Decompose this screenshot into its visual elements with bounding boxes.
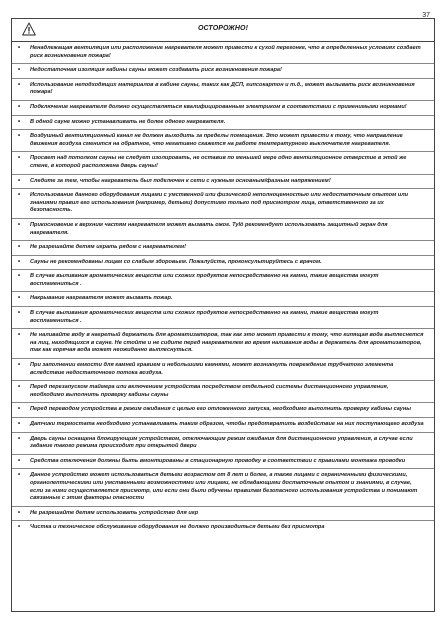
bullet-icon: • — [18, 310, 21, 317]
bullet-icon: • — [18, 45, 21, 51]
warning-item — [12, 241, 434, 256]
warning-item-text: Просвет над потолком сауны не следует изолировать, не оставив по меньшей мере одно вентиляционное отверстие в этой же стене, в которой расположена дверь сауны! — [30, 155, 407, 169]
warning-item — [12, 292, 434, 307]
warning-item-text: Подключение нагревателя должно осуществляться квалифицированным электриком в соответствии с применимыми нормами! — [30, 103, 407, 110]
warning-item-text: Сауны не рекомендованы лицам со слабым здоровьем. Пожалуйста, проконсультируйтесь с врачом. — [30, 258, 322, 265]
warning-item-text: Использование неподходящих материалов в кабине сауны, таких как ДСП, гипсокартон и т.д., может вызывать риск возникновения пожара! — [30, 81, 415, 96]
bullet-icon: • — [18, 295, 21, 302]
bullet-icon: • — [18, 177, 21, 184]
warning-item — [12, 307, 434, 329]
bullet-icon: • — [18, 258, 21, 265]
warning-item-text: При заполнении емкости для камней гравием и небольшими камнями, может возникнуть повреждение трубчатого элемента вследствие недостаточного потока воздуха. — [30, 362, 394, 376]
warning-item-text: Воздушный вентиляционный канал не должен выходить за пределы помещения. Это может привести к тому, что направление движения воздуха сменится на обратное, что негативно скажется на работе температурного выключателя нагревателя. — [30, 133, 403, 147]
warning-item — [12, 256, 434, 271]
bullet-icon: • — [18, 362, 21, 369]
bullet-icon: • — [18, 332, 21, 339]
warning-item — [12, 79, 434, 101]
warning-item-text: Перед переводом устройства в режим ожидания с целью его отложенного запуска, необходимо выполнить проверку кабины сауны — [30, 406, 411, 413]
bullet-icon: • — [18, 67, 21, 74]
warning-item — [12, 270, 434, 292]
bullet-icon: • — [18, 155, 21, 162]
bullet-icon: • — [18, 421, 21, 427]
warning-item — [12, 359, 434, 381]
bullet-icon: • — [18, 192, 21, 199]
warning-item — [12, 521, 434, 535]
warning-item — [12, 219, 434, 241]
bullet-icon: • — [18, 457, 21, 464]
warning-item-text: Следите за тем, чтобы нагреватель был подключен к сети с нужным основным/фазным напряжением! — [30, 177, 331, 184]
warning-item-text: Данное устройство может использоваться детьми возрастом от 8 лет и более, а также лицами с ограниченными физическими, органолептическими или умственными возможностями или лицами, не обладающими достаточным опытом и знаниями, в случае, если за ними осуществляется присмотр, или если они были обучены правилам безопасного использования устройства и понимают связанные с этим факторы опасности — [30, 472, 418, 502]
bullet-icon: • — [18, 244, 21, 251]
bullet-icon: • — [18, 472, 21, 479]
warning-item — [12, 329, 434, 359]
warning-item-text: Использование данного оборудования лицами с умственной или физической неполноценностью или недостаточным опытом или знаниями правил его использования (например, детьми) допустимо только под присмотром лица, ответственного за их безопасность. — [30, 192, 409, 214]
bullet-icon: • — [18, 273, 21, 280]
warning-item — [12, 381, 434, 403]
bullet-icon: • — [18, 384, 21, 391]
bullet-icon: • — [18, 118, 21, 125]
warning-item-text: Прикосновение к верхним частям нагревателя может вызвать ожог. Tylö рекомендует использовать защитный экран для нагревателя. — [30, 221, 388, 236]
warning-item — [12, 507, 434, 522]
warning-title: ОСТОРОЖНО! — [197, 25, 249, 32]
bullet-icon: • — [18, 81, 21, 88]
warning-item-text: Не наливайте воду в нагретый держатель для ароматизаторов, так как это может привести к тому, что кипящая вода выплеснется на лиц, находящихся в сауне. Не стойте и не сидите перед нагревателем во время наливания воды в держатель для ароматизаторов, так как горячая вода может неожиданно выплеснуться. — [30, 332, 424, 354]
warning-item-text: Ненадлежащая вентиляция или расположение нагревателя может привести к сухой перегонке, что в определенных условиях создает риск возникновения пожара! — [30, 45, 421, 59]
warning-item — [12, 418, 434, 433]
warning-box — [11, 18, 435, 612]
warning-item-text: Дверь сауны оснащена блокирующим устройством, отключающим режим ожидания для дистанционного управления, в случае если задание такого режима происходит при открытой двери — [30, 435, 413, 450]
warning-header — [12, 19, 434, 42]
warning-item-text: В одной сауне можно устанавливать не более одного нагревателя. — [30, 118, 226, 125]
bullet-icon: • — [18, 103, 21, 110]
warning-item — [12, 42, 434, 64]
warning-item-text: Перед перезапуском таймера или включением устройства посредством отдельной системы дистанционного управления, необходимо выполнить проверку кабины сауны — [30, 384, 389, 398]
bullet-icon: • — [18, 406, 21, 413]
warning-item-text: Накрывание нагревателя может вызвать пожар. — [30, 295, 173, 302]
bullet-icon: • — [18, 524, 21, 531]
warning-item-text: В случае выливания ароматических веществ или схожих продуктов непосредственно на камни, такие вещества могут воспламениться . — [30, 273, 379, 287]
warning-item — [12, 152, 434, 174]
warning-item — [12, 175, 434, 190]
warning-item — [12, 116, 434, 131]
warning-item-text: Не разрешайте детям использовать устройство для игр — [30, 509, 199, 516]
warning-item — [12, 455, 434, 470]
warning-item — [12, 130, 434, 152]
warning-item-text: В случае выливания ароматических веществ или схожих продуктов непосредственно на камни, такие вещества могут воспламениться . — [30, 310, 379, 324]
warning-item-text: Не разрешайте детям играть рядом с нагревателем! — [30, 244, 186, 251]
warning-item — [12, 469, 434, 506]
warning-item — [12, 64, 434, 79]
warning-list — [12, 42, 434, 535]
bullet-icon: • — [18, 435, 21, 442]
warning-item-text: Средства отключения должны быть вмонтированы в стационарную проводку в соответствии с правилами монтажа проводки — [30, 457, 406, 464]
page-number: 37 — [422, 12, 430, 19]
bullet-icon: • — [18, 221, 21, 228]
warning-item — [12, 189, 434, 219]
bullet-icon: • — [18, 509, 21, 516]
warning-item-text: Чистка и техническое обслуживание оборудования не должно производиться детьми без присмотра — [30, 524, 325, 531]
warning-item — [12, 101, 434, 116]
bullet-icon: • — [18, 133, 21, 140]
warning-item — [12, 433, 434, 455]
warning-item-text: Недостаточная изоляция кабины сауны может создавать риск возникновения пожара! — [30, 67, 282, 74]
warning-item — [12, 403, 434, 418]
warning-item-text: Датчики термостата необходимо устанавливать таким образом, чтобы предотвратить воздействие на них поступающего воздуха — [30, 421, 424, 427]
